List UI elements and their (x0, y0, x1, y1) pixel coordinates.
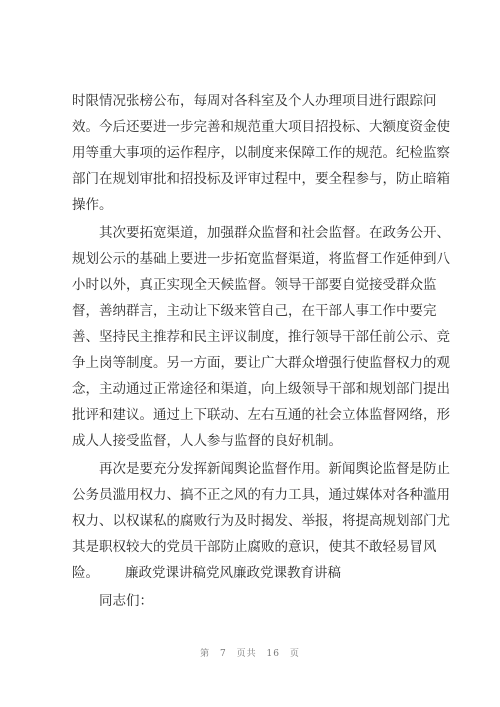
footer-middle: 页共 (236, 649, 257, 659)
body-line: 效。今后还要进一步完善和规范重大项目招投标、大额度资金使 (72, 119, 450, 135)
footer-total-pages: 16 (266, 649, 280, 659)
body-line: 规划公示的基础上要进一步拓宽监督渠道，将监督工作延伸到八 (72, 251, 450, 267)
body-line: 批评和建议。通过上下联动、左右互通的社会立体监督网络，形 (72, 407, 450, 423)
inline-title: 廉政党课讲稿党风廉政党课教育讲稿 (125, 565, 341, 581)
salutation: 同志们： (72, 593, 153, 609)
body-line: 督，善纳群言，主动让下级来管自己，在干部人事工作中要完 (72, 303, 437, 319)
body-line: 操作。 (72, 197, 113, 213)
body-line: 公务员滥用权力、搞不正之风的有力工具，通过媒体对各种滥用 (72, 487, 450, 503)
body-line: 成人人接受监督，人人参与监督的良好机制。 (72, 433, 342, 449)
footer-suffix: 页 (289, 649, 300, 659)
body-line: 再次是要充分发挥新闻舆论监督作用。新闻舆论监督是防止 (72, 461, 450, 477)
body-line: 权力、以权谋私的腐败行为及时揭发、举报，将提高规划部门尤 (72, 513, 450, 529)
body-line: 念，主动通过正常途径和渠道，向上级领导干部和规划部门提出 (72, 381, 450, 397)
body-line-with-title (72, 560, 432, 586)
body-line: 善、坚持民主推荐和民主评议制度，推行领导干部任前公示、竞 (72, 329, 450, 345)
body-line: 时限情况张榜公布，每周对各科室及个人办理项目进行跟踪问 (72, 93, 437, 109)
body-line: 部门在规划审批和招投标及评审过程中，要全程参与，防止暗箱 (72, 171, 450, 187)
footer-page-number: 7 (220, 649, 227, 659)
page-footer (0, 646, 500, 662)
body-line: 用等重大事项的运作程序，以制度来保障工作的规范。纪检监察 (72, 145, 450, 161)
body-line: 争上岗等制度。另一方面，要让广大群众增强行使监督权力的观 (72, 355, 450, 371)
body-line: 其次要拓宽渠道，加强群众监督和社会监督。在政务公开、 (72, 225, 450, 241)
body-line: 其是职权较大的党员干部防止腐败的意识，使其不敢轻易冒风 (72, 539, 437, 555)
footer-prefix: 第 (200, 649, 211, 659)
body-line: 小时以外，真正实现全天候监督。领导干部要自觉接受群众监 (72, 277, 437, 293)
body-line-end: 险。 (72, 565, 99, 581)
